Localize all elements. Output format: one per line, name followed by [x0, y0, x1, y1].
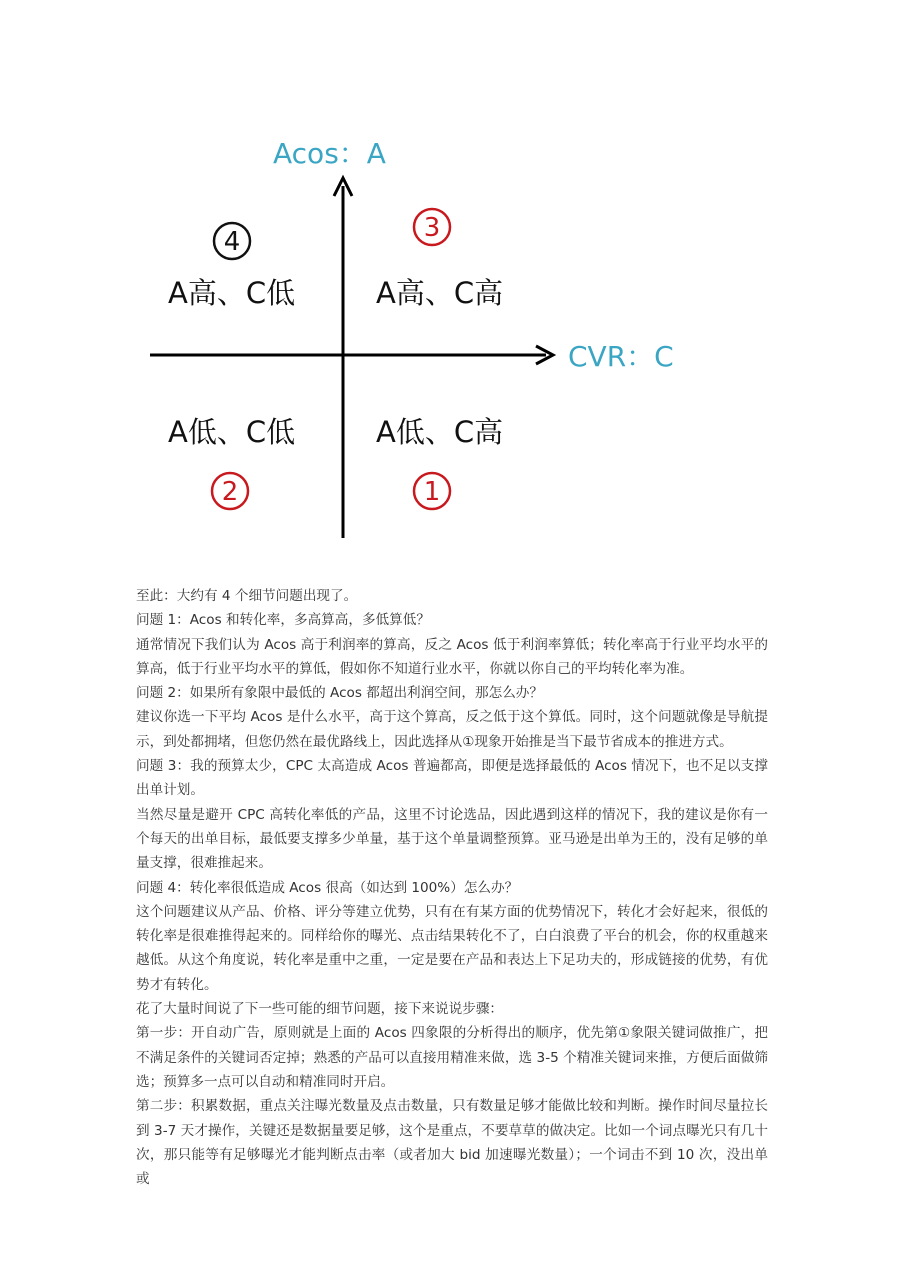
y-axis-label: Acos：A — [273, 137, 386, 170]
question-1-heading: 问题 1：Acos 和转化率，多高算高，多低算低？ — [136, 612, 430, 629]
quadrant-4-text: A高、C低 — [168, 276, 296, 310]
question-4-heading: 问题 4：转化率很低造成 Acos 很高（如达到 100%）怎么办？ — [136, 879, 519, 896]
quadrant-2-text: A低、C低 — [168, 415, 296, 449]
step-2: 第二步：积累数据，重点关注曝光数量及点击数量，只有数量足够才能做比较和判断。操作时间尽量拉长到 3-7 天才操作，关键还是数据量要足够，这个是重点，不要草草的做决定。比如一个词点曝光只有几十次，那只能等有足够曝光才能判断点击率（或者加大 bid 加速曝光数量）；一个词击不到 10 次，没出单或 — [136, 1098, 768, 1188]
question-3-heading: 问题 3：我的预算太少，CPC 太高造成 Acos 普遍都高，即便是选择最低的 Acos 情况下，也不足以支撑出单计划。 — [136, 758, 768, 799]
question-1-answer: 通常情况下我们认为 Acos 高于利润率的算高，反之 Acos 低于利润率算低；转化率高于行业平均水平的算高，低于行业平均水平的算低，假如你不知道行业水平，你就以你自己的平均转化率为准。 — [136, 636, 768, 677]
quadrant-3-text: A高、C高 — [376, 276, 504, 310]
quadrant-1-text: A低、C高 — [376, 415, 504, 449]
quadrant-1-number: 1 — [423, 477, 441, 507]
quadrant-4-number: 4 — [223, 227, 241, 257]
acos-cvr-quadrant-diagram — [0, 0, 900, 580]
quadrant-3-number: 3 — [423, 213, 441, 243]
question-2-answer: 建议你选一下平均 Acos 是什么水平，高于这个算高，反之低于这个算低。同时，这个问题就像是导航提示，到处都拥堵，但您仍然在最优路线上，因此选择从①现象开始推是当下最节省成本的推进方式。 — [136, 709, 768, 750]
question-4-answer: 这个问题建议从产品、价格、评分等建立优势，只有在有某方面的优势情况下，转化才会好起来，很低的转化率是很难推得起来的。同样给你的曝光、点击结果转化不了，白白浪费了平台的机会，你的权重越来越低。从这个角度说，转化率是重中之重，一定是要在产品和表达上下足功夫的，形成链接的优势，有优势才有转化。 — [136, 903, 768, 993]
quadrant-2-number: 2 — [221, 477, 239, 507]
x-axis-label: CVR：C — [568, 340, 674, 373]
paragraph-summary: 至此：大约有 4 个细节问题出现了。 — [136, 588, 358, 604]
article-body — [136, 584, 768, 1191]
question-3-answer: 当然尽量是避开 CPC 高转化率低的产品，这里不讨论选品，因此遇到这样的情况下，我的建议是你有一个每天的出单目标，最低要支撑多少单量，基于这个单量调整预算。亚马逊是出单为王的，没有足够的单量支撑，很难推起来。 — [136, 806, 768, 872]
step-1: 第一步：开自动广告，原则就是上面的 Acos 四象限的分析得出的顺序，优先第①象限关键词做推广，把不满足条件的关键词否定掉；熟悉的产品可以直接用精准来做，选 3-5 个精准关键词来推，方便后面做筛选；预算多一点可以自动和精准同时开启。 — [136, 1025, 768, 1090]
question-2-heading: 问题 2：如果所有象限中最低的 Acos 都超出利润空间，那怎么办？ — [136, 685, 543, 702]
steps-intro: 花了大量时间说了下一些可能的细节问题，接下来说说步骤： — [136, 1001, 504, 1018]
